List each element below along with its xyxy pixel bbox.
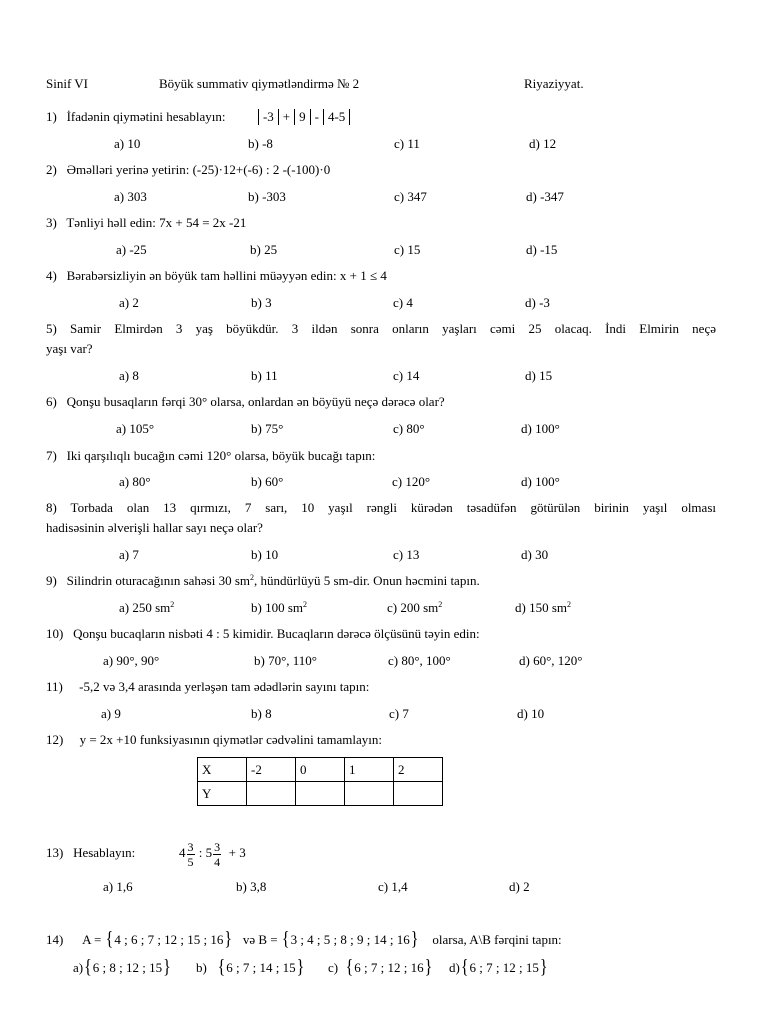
option-b: b) 60°: [251, 474, 284, 489]
option-b: b) 8: [251, 706, 272, 721]
option-c: c) 80°, 100°: [388, 653, 451, 668]
question-number: 12): [46, 732, 64, 747]
question-text: Silindrin oturacağının sahəsi 30 $sm^2$, hündürlüyü 5 sm-dir. Onun həcmini tapın.: [66, 573, 480, 588]
option-b: b) 75°: [251, 421, 284, 436]
table-cell-empty: [247, 782, 296, 806]
table-cell-empty: [345, 782, 394, 806]
option-b: b) {6 ; 7 ; 14 ; 15}: [196, 956, 305, 978]
question-11: [46, 679, 369, 695]
option-d: d) 150 $sm^2$: [515, 600, 571, 615]
table-cell: 1: [345, 758, 394, 782]
set-b: 3 ; 4 ; 5 ; 8 ; 9 ; 14 ; 16: [290, 932, 410, 947]
option-d: d) 60°, 120°: [519, 653, 583, 668]
option-c: c) 200 $sm^2$: [387, 600, 443, 615]
option-b: b) 100 $sm^2$: [251, 600, 307, 615]
question-number: 1): [46, 109, 57, 124]
option-d: d) -347: [526, 189, 564, 204]
table-cell: 0: [296, 758, 345, 782]
mixed-number-expression: 4 $\frac{3}{5}$ : 5 $\frac{3}{4}$ + 3: [179, 839, 246, 869]
option-c: c) 80°: [393, 421, 425, 436]
table-cell: Y: [198, 782, 247, 806]
option-b: b) 11: [251, 368, 278, 383]
question-number: 10): [46, 626, 64, 641]
option-d: d) -3: [525, 295, 550, 310]
option-c: c) 347: [394, 189, 427, 204]
option-b: b) 25: [250, 242, 278, 257]
question-1: [46, 109, 354, 125]
question-9: [46, 573, 480, 589]
exam-title: Böyük summativ qiymətləndirmə № 2: [159, 76, 360, 91]
option-a: a) 10: [114, 136, 141, 151]
question-text: -5,2 və 3,4 arasında yerləşən tam ədədlərin sayını tapın:: [79, 679, 370, 694]
option-c: c) 120°: [392, 474, 431, 489]
question-text: Bərabərsizliyin ən böyük tam həllini müəyyən edin: x + 1 ≤ 4: [66, 268, 387, 283]
option-d: d) 100°: [521, 474, 560, 489]
table-cell: 2: [394, 758, 443, 782]
option-a: a) 1,6: [103, 879, 133, 894]
option-a: a) 90°, 90°: [103, 653, 160, 668]
question-8-line-2: hadisəsinin əlverişli hallar sayı neçə olar?: [46, 520, 263, 535]
question-number: 2): [46, 162, 57, 177]
option-d: d) 15: [525, 368, 553, 383]
option-a: a) 250 $sm^2$: [119, 600, 175, 615]
question-10: [46, 626, 480, 642]
option-b: b) 10: [251, 547, 279, 562]
option-b: b) -8: [248, 136, 273, 151]
option-c: c) {6 ; 7 ; 12 ; 16}: [328, 956, 433, 978]
option-c: c) 7: [389, 706, 409, 721]
question-text: İfadənin qiymətini hesablayın:: [66, 109, 226, 124]
option-d: d) 10: [517, 706, 545, 721]
option-c: c) 11: [394, 136, 420, 151]
option-b: b) -303: [248, 189, 286, 204]
question-4: [46, 268, 387, 284]
question-text: Hesablayın:: [73, 845, 136, 860]
question-text: y = 2x +10 funksiyasının qiymətlər cədvəlini tamamlayın:: [79, 732, 383, 747]
table-row-x: [198, 758, 443, 782]
option-c: c) 13: [393, 547, 420, 562]
option-a: a) 9: [101, 706, 121, 721]
question-text: Qonşu busaqların fərqi 30° olarsa, onlardan ən böyüyü neçə dərəcə olar?: [66, 394, 445, 409]
question-13: [46, 845, 135, 861]
option-c: c) 4: [393, 295, 413, 310]
question-number: 11): [46, 679, 63, 694]
question-text: Tənliyi həll edin: 7x + 54 = 2x -21: [66, 215, 247, 230]
table-cell: X: [198, 758, 247, 782]
question-number: 13): [46, 845, 64, 860]
question-5-line-2: yaşı var?: [46, 341, 93, 356]
option-d: d) 100°: [521, 421, 560, 436]
option-a: a) -25: [116, 242, 147, 257]
option-d: d){6 ; 7 ; 12 ; 15}: [449, 956, 548, 978]
table-cell: -2: [247, 758, 296, 782]
option-a: a) 7: [119, 547, 139, 562]
value-table: [197, 757, 443, 806]
option-b: b) 70°, 110°: [254, 653, 317, 668]
option-a: a){6 ; 8 ; 12 ; 15}: [73, 956, 171, 978]
question-number: 6): [46, 394, 57, 409]
question-number: 14): [46, 932, 64, 947]
question-5-line-1: 5) Samir Elmirdən 3 yaş böyükdür. 3 ildən sonra onların yaşları cəmi 25 olacaq. İndi Elmirin neçə: [46, 321, 716, 336]
grade-label: Sinif VI: [46, 76, 89, 91]
option-b: b) 3: [251, 295, 272, 310]
question-12: [46, 732, 382, 748]
question-number: 9): [46, 573, 57, 588]
table-row-y: [198, 782, 443, 806]
option-a: a) 303: [114, 189, 147, 204]
option-a: a) 2: [119, 295, 139, 310]
option-d: d) 30: [521, 547, 549, 562]
option-c: c) 15: [394, 242, 421, 257]
option-a: a) 8: [119, 368, 139, 383]
question-14: 14) A = {4 ; 6 ; 7 ; 12 ; 15 ; 16} və B = {3 ; 4 ; 5 ; 8 ; 9 ; 14 ; 16} olarsa, A\B fərqini tapın:: [46, 928, 562, 950]
option-d: d) 12: [529, 136, 557, 151]
question-text: Əməlləri yerinə yetirin: (-25)·12+(-6) : 2 -(-100)·0: [66, 162, 331, 177]
option-c: c) 1,4: [378, 879, 408, 894]
question-number: 7): [46, 448, 57, 463]
question-number: 4): [46, 268, 57, 283]
option-a: a) 80°: [119, 474, 151, 489]
option-c: c) 14: [393, 368, 420, 383]
set-a: 4 ; 6 ; 7 ; 12 ; 15 ; 16: [114, 932, 224, 947]
subject-label: Riyaziyyat.: [524, 76, 584, 91]
question-number: 3): [46, 215, 57, 230]
table-cell-empty: [296, 782, 345, 806]
option-a: a) 105°: [116, 421, 155, 436]
question-2: [46, 162, 330, 178]
option-d: d) -15: [526, 242, 558, 257]
option-d: d) 2: [509, 879, 530, 894]
abs-expression: -3 + 9 - 4-5: [254, 109, 354, 124]
option-b: b) 3,8: [236, 879, 267, 894]
question-text: Iki qarşılıqlı bucağın cəmi 120° olarsa, böyük bucağı tapın:: [66, 448, 376, 463]
question-6: [46, 394, 445, 410]
question-7: [46, 448, 375, 464]
question-8-line-1: 8) Torbada olan 13 qırmızı, 7 sarı, 10 yaşıl rəngli kürədən təsadüfən götürülən birinin yaşıl olması: [46, 500, 716, 515]
question-3: [46, 215, 246, 231]
table-cell-empty: [394, 782, 443, 806]
question-text: Qonşu bucaqların nisbəti 4 : 5 kimidir. Bucaqların dərəcə ölçüsünü təyin edin:: [73, 626, 480, 641]
